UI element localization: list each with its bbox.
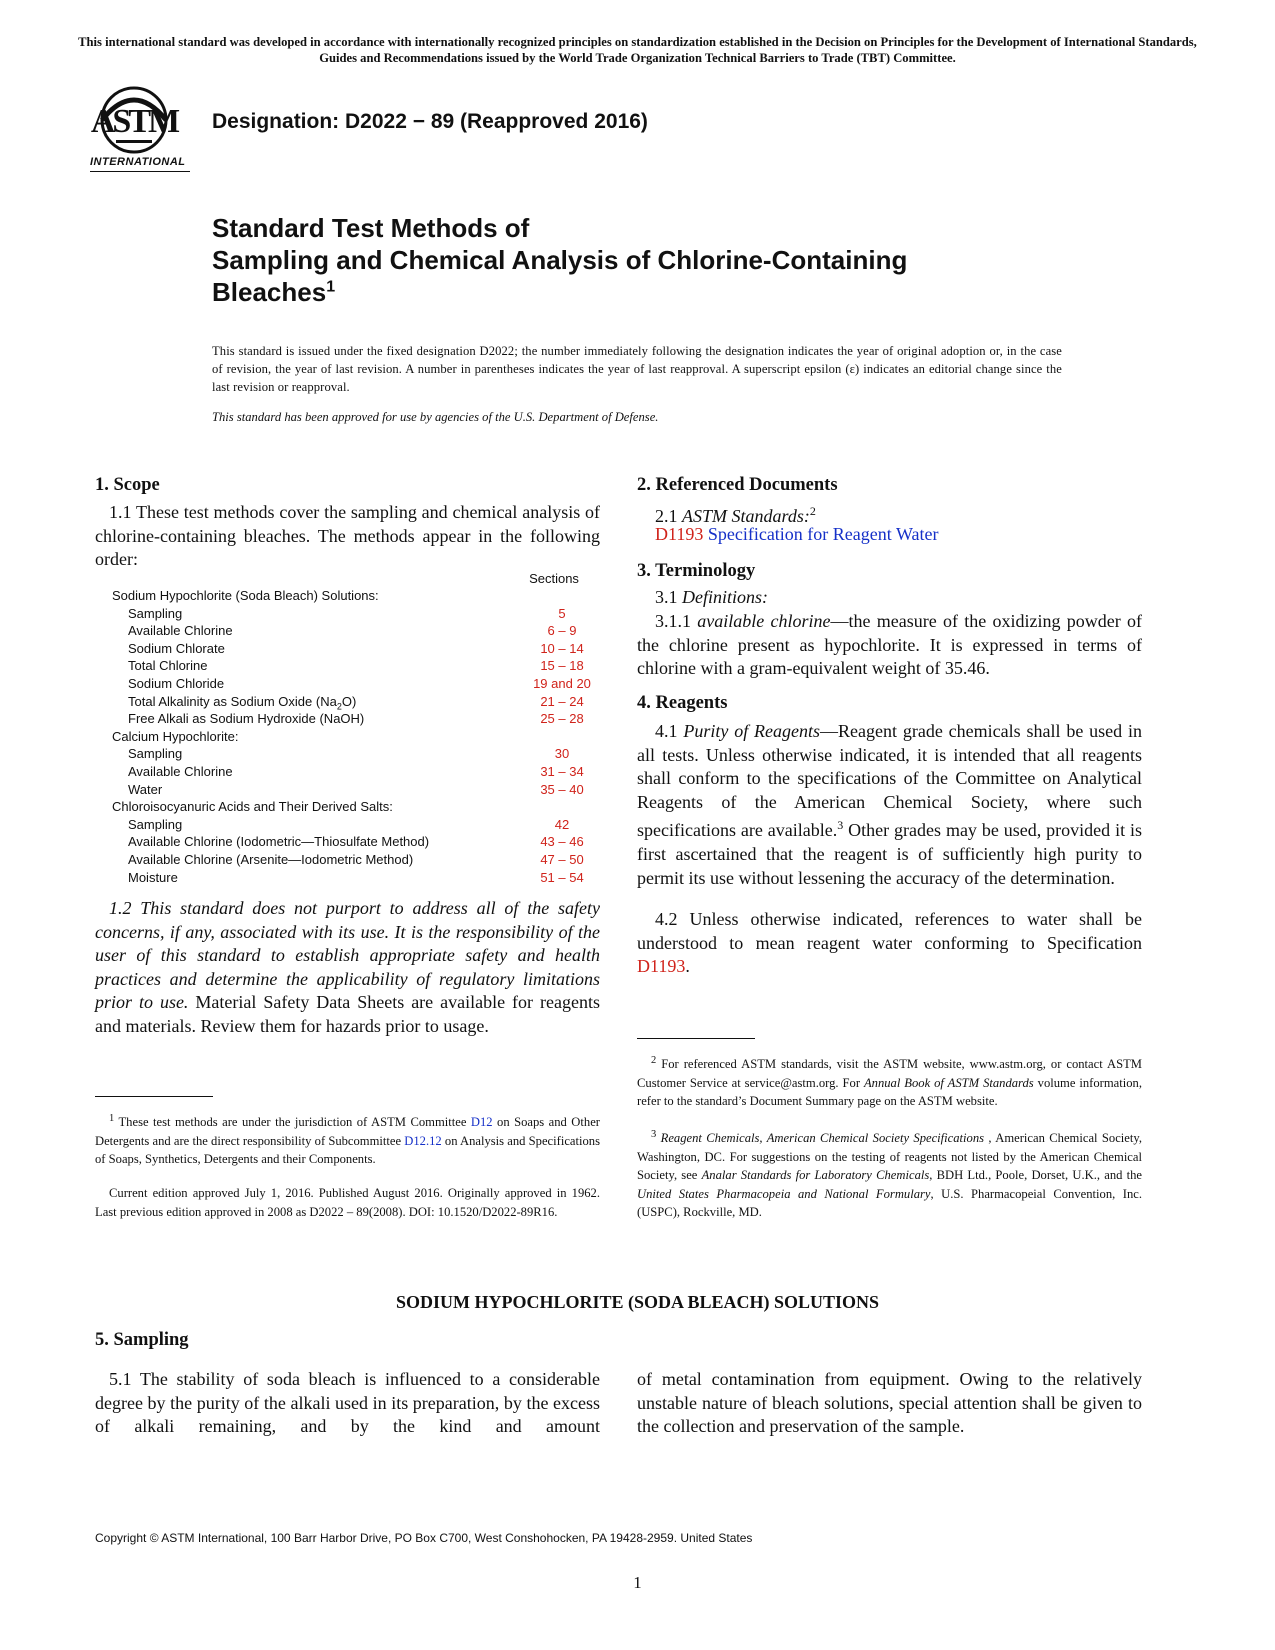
sections-table-row	[112, 605, 594, 623]
d1193-title-link[interactable]: Specification for Reagent Water	[707, 524, 939, 544]
sections-table-row	[112, 833, 594, 851]
sections-row-label: Sodium Hypochlorite (Soda Bleach) Solutions:	[112, 588, 379, 603]
sections-table-row	[112, 763, 594, 781]
sections-row-link[interactable]: 6 – 9	[547, 623, 577, 639]
sections-row-label: Sodium Chlorate	[128, 640, 225, 656]
footnote-2-text-a: For referenced ASTM standards, visit the ASTM website, www.astm.org, or contact ASTM Customer Service at service@astm.org. For	[637, 1057, 1142, 1090]
footnote-3	[637, 1126, 1142, 1222]
sections-row-link[interactable]: 19 and 20	[533, 675, 591, 691]
sections-table-row	[112, 869, 594, 887]
document-title	[212, 212, 1112, 308]
scope-paragraph-1-1: 1.1 These test methods cover the sampling and chemical analysis of chlorine-containing bleaches. The methods appear in the following order:	[95, 502, 600, 570]
footnote-2-text-b: volume information, refer to the standard’s Document Summary page on the ASTM website.	[637, 1075, 1142, 1109]
sections-row-link[interactable]: 30	[554, 746, 570, 762]
astm-standards-text: ASTM Standards:	[682, 506, 810, 526]
designation: Designation: D2022 − 89 (Reapproved 2016)	[212, 110, 648, 133]
annual-book-title: Annual Book of ASTM Standards	[863, 1075, 1034, 1090]
page-number: 1	[633, 1573, 642, 1592]
copyright-footer: Copyright © ASTM International, 100 Barr Harbor Drive, PO Box C700, West Conshohocken, PA 19428-2959. United States	[95, 1531, 753, 1545]
footnote-1-text-c: on Analysis and Specifications of Soaps, Synthetics, Detergents and their Components.	[95, 1133, 600, 1167]
footnote-1-text-a: These test methods are under the jurisdiction of ASTM Committee	[114, 1115, 471, 1130]
msds-statement: Material Safety Data Sheets are available for reagents and materials. Review them for hazards prior to usage.	[95, 992, 600, 1036]
analar-standards-title: Analar Standards for Laboratory Chemicals	[701, 1168, 930, 1183]
soda-bleach-section-heading: SODIUM HYPOCHLORITE (SODA BLEACH) SOLUTIONS	[395, 1292, 880, 1312]
sections-table-row	[112, 745, 594, 763]
scope-heading: 1. Scope	[95, 475, 160, 495]
sampling-heading: 5. Sampling	[95, 1330, 189, 1350]
sections-row-label: Free Alkali as Sodium Hydroxide (NaOH)	[128, 711, 365, 727]
sections-row-link[interactable]: 5	[558, 605, 566, 621]
issue-note: This standard is issued under the fixed designation D2022; the number immediately following the designation indicates the year of original adoption or, in the case of revision, the year of last revision. A number in parentheses indicates the year of last reapproval. A superscript epsilon (ε) indicates an editorial change since the last revision or reapproval.	[212, 344, 1062, 394]
title-line-2: Sampling and Chemical Analysis of Chlorine-Containing	[212, 245, 908, 275]
sections-row-label: Available Chlorine (Iodometric—Thiosulfate Method)	[128, 834, 430, 850]
sections-table-row	[112, 710, 594, 728]
sections-table-row	[112, 693, 594, 711]
footnote-1-edition: Current edition approved July 1, 2016. Published August 2016. Originally approved in 1962. Last previous edition approved in 2008 as D2022 – 89(2008). DOI: 10.1520/D2022-89R16.	[95, 1186, 600, 1219]
sections-row-label: Total Chlorine	[128, 658, 208, 674]
sections-row-link[interactable]: 31 – 34	[540, 763, 584, 779]
sections-row-link[interactable]: 10 – 14	[540, 640, 584, 656]
sections-table-row	[112, 675, 594, 693]
sections-row-label: Sampling	[128, 816, 183, 832]
sections-table-row	[112, 816, 594, 834]
definitions-text: Definitions:	[682, 587, 768, 607]
svg-text:ASTM: ASTM	[90, 103, 178, 140]
sections-row-link[interactable]: 43 – 46	[540, 834, 584, 850]
footnote-1-text-b: on Soaps and Other Detergents and are the direct responsibility of Subcommittee	[95, 1115, 600, 1148]
committee-d12-link[interactable]: D12	[470, 1115, 493, 1130]
available-chlorine-text: —the measure of the oxidizing powder of the chlorine present as hypochlorite. It is expressed in terms of chlorine with a gram-equivalent weight of 35.46.	[637, 611, 1142, 679]
title-footnote-mark: 1	[326, 278, 336, 296]
footnote-3-ref: 3	[837, 818, 844, 833]
logo-underline	[90, 171, 190, 172]
sections-row-label: Moisture	[128, 869, 178, 885]
section-3-1-number: 3.1	[655, 587, 678, 607]
sections-row-label: Available Chlorine (Arsenite—Iodometric Method)	[128, 851, 414, 867]
sections-row-label: Available Chlorine	[128, 763, 233, 779]
sections-column-header: Sections	[529, 571, 579, 586]
safety-statement: 1.2 This standard does not purport to address all of the safety concerns, if any, associated with its use. It is the responsibility of the user of this standard to establish appropriate safety and health practices and determine the applicability of regulatory limitations prior to use.	[95, 898, 600, 1013]
footnote-2	[637, 1052, 1142, 1111]
sections-row-link[interactable]: 51 – 54	[540, 869, 584, 885]
footnote-1	[95, 1110, 600, 1169]
sections-table-row	[112, 851, 594, 869]
sections-row-link[interactable]: 15 – 18	[540, 658, 584, 674]
sections-table-row	[112, 587, 594, 605]
dod-note: This standard has been approved for use by agencies of the U.S. Department of Defense.	[212, 410, 659, 424]
subcommittee-d12-12-link[interactable]: D12.12	[404, 1133, 442, 1148]
sections-table-row	[112, 622, 594, 640]
astm-logo-icon	[90, 86, 200, 182]
sections-row-link[interactable]: 25 – 28	[540, 711, 584, 727]
available-chlorine-term: available chlorine	[697, 611, 831, 631]
title-line-3: Bleaches	[212, 277, 327, 307]
reagent-chemicals-title: Reagent Chemicals, American Chemical Society Specifications	[660, 1131, 985, 1146]
sections-row-label: Calcium Hypochlorite:	[112, 728, 239, 744]
sections-row-label: Chloroisocyanuric Acids and Their Derived Salts:	[112, 799, 393, 815]
reagents-paragraph-4-2	[637, 908, 1142, 979]
section-2-1-number: 2.1	[655, 506, 678, 526]
sections-row-label: Available Chlorine	[128, 623, 233, 639]
footnote-rule-left	[95, 1096, 213, 1097]
sections-row-label: Total Alkalinity as Sodium Oxide $(Na_2O)$	[128, 693, 357, 712]
reagents-paragraph-4-1	[637, 720, 1142, 890]
footnote-3-text-b: , BDH Ltd., Poole, Dorset, U.K., and the	[929, 1168, 1143, 1183]
footnote-rule-right	[637, 1038, 755, 1039]
pharmacopeia-title: United States Pharmacopeia and National Formulary	[637, 1186, 931, 1201]
sections-row-link[interactable]: 42	[554, 816, 570, 832]
footnote-2-ref: 2	[809, 504, 816, 518]
section-3-1-1-number: 3.1.1	[655, 611, 691, 631]
sections-table-row	[112, 728, 594, 746]
sections-table	[112, 587, 594, 886]
footnote-3-text-c: , U.S. Pharmacopeial Convention, Inc. (USPC), Rockville, MD.	[637, 1186, 1142, 1220]
scope-paragraph-1-2	[95, 897, 600, 1039]
sampling-paragraph-left: 5.1 The stability of soda bleach is influenced to a considerable degree by the purity of the alkali used in its preparation, by the excess of alkali remaining, and by the kind and amount	[95, 1369, 600, 1437]
sections-table-row	[112, 798, 594, 816]
water-text-end: .	[685, 956, 690, 977]
footnote-2-mark: 2	[651, 1055, 657, 1066]
purity-text-2: Other grades may be used, provided it is first ascertained that the reagent is of sufficiently high purity to permit its use without lessening the accuracy of the determination.	[637, 820, 1142, 888]
sections-row-label: Sampling	[128, 605, 183, 621]
sections-table-row	[112, 781, 594, 799]
terminology-heading: 3. Terminology	[637, 561, 756, 581]
title-line-1: Standard Test Methods of	[212, 213, 530, 243]
footnote-1-mark: 1	[109, 1113, 115, 1124]
logo-text: INTERNATIONAL	[90, 156, 186, 168]
sections-table-row	[112, 640, 594, 658]
sections-table-row	[112, 657, 594, 675]
d1193-link[interactable]: D1193	[637, 956, 686, 977]
sections-row-label: Sodium Chloride	[128, 675, 225, 691]
d1193-code-link[interactable]: D1193	[655, 524, 704, 544]
sections-row-link[interactable]: 21 – 24	[540, 693, 584, 709]
water-text: 4.2 Unless otherwise indicated, references to water shall be understood to mean reagent water conforming to Specification	[637, 909, 1142, 953]
purity-text: —Reagent grade chemicals shall be used in all tests. Unless otherwise indicated, it is intended that all reagents shall conform to the specifications of the Committee on Analytical Reagents of the American Chemical Society, where such specifications are available.	[637, 721, 1142, 841]
definitions-label	[655, 586, 768, 610]
sections-row-link[interactable]: 35 – 40	[540, 781, 584, 797]
available-chlorine-definition	[637, 610, 1142, 681]
sections-row-link[interactable]: 47 – 50	[540, 851, 584, 867]
sections-row-label: Water	[128, 781, 163, 797]
section-4-1-number: 4.1	[655, 721, 678, 741]
reagents-heading: 4. Reagents	[637, 693, 728, 713]
footnote-3-text-a: , American Chemical Society, Washington, DC. For suggestions on the testing of reagents not listed by the American Chemical Society, see	[637, 1131, 1143, 1183]
purity-of-reagents-term: Purity of Reagents	[683, 721, 821, 741]
referenced-documents-heading: 2. Referenced Documents	[637, 475, 838, 495]
d1193-reference[interactable]	[655, 523, 938, 547]
top-notice: This international standard was developed in accordance with internationally recognized principles on standardization established in the Decision on Principles for the Development of International Standards, Guides and Recommendations issued by the World Trade Organization Technical Barriers to Trade (TBT) Committee.	[78, 35, 1197, 65]
footnote-3-mark: 3	[651, 1129, 657, 1140]
sampling-paragraph-right: of metal contamination from equipment. Owing to the relatively unstable nature of bleach solutions, special attention shall be given to the collection and preservation of the sample.	[637, 1369, 1142, 1437]
sections-row-label: Sampling	[128, 746, 183, 762]
